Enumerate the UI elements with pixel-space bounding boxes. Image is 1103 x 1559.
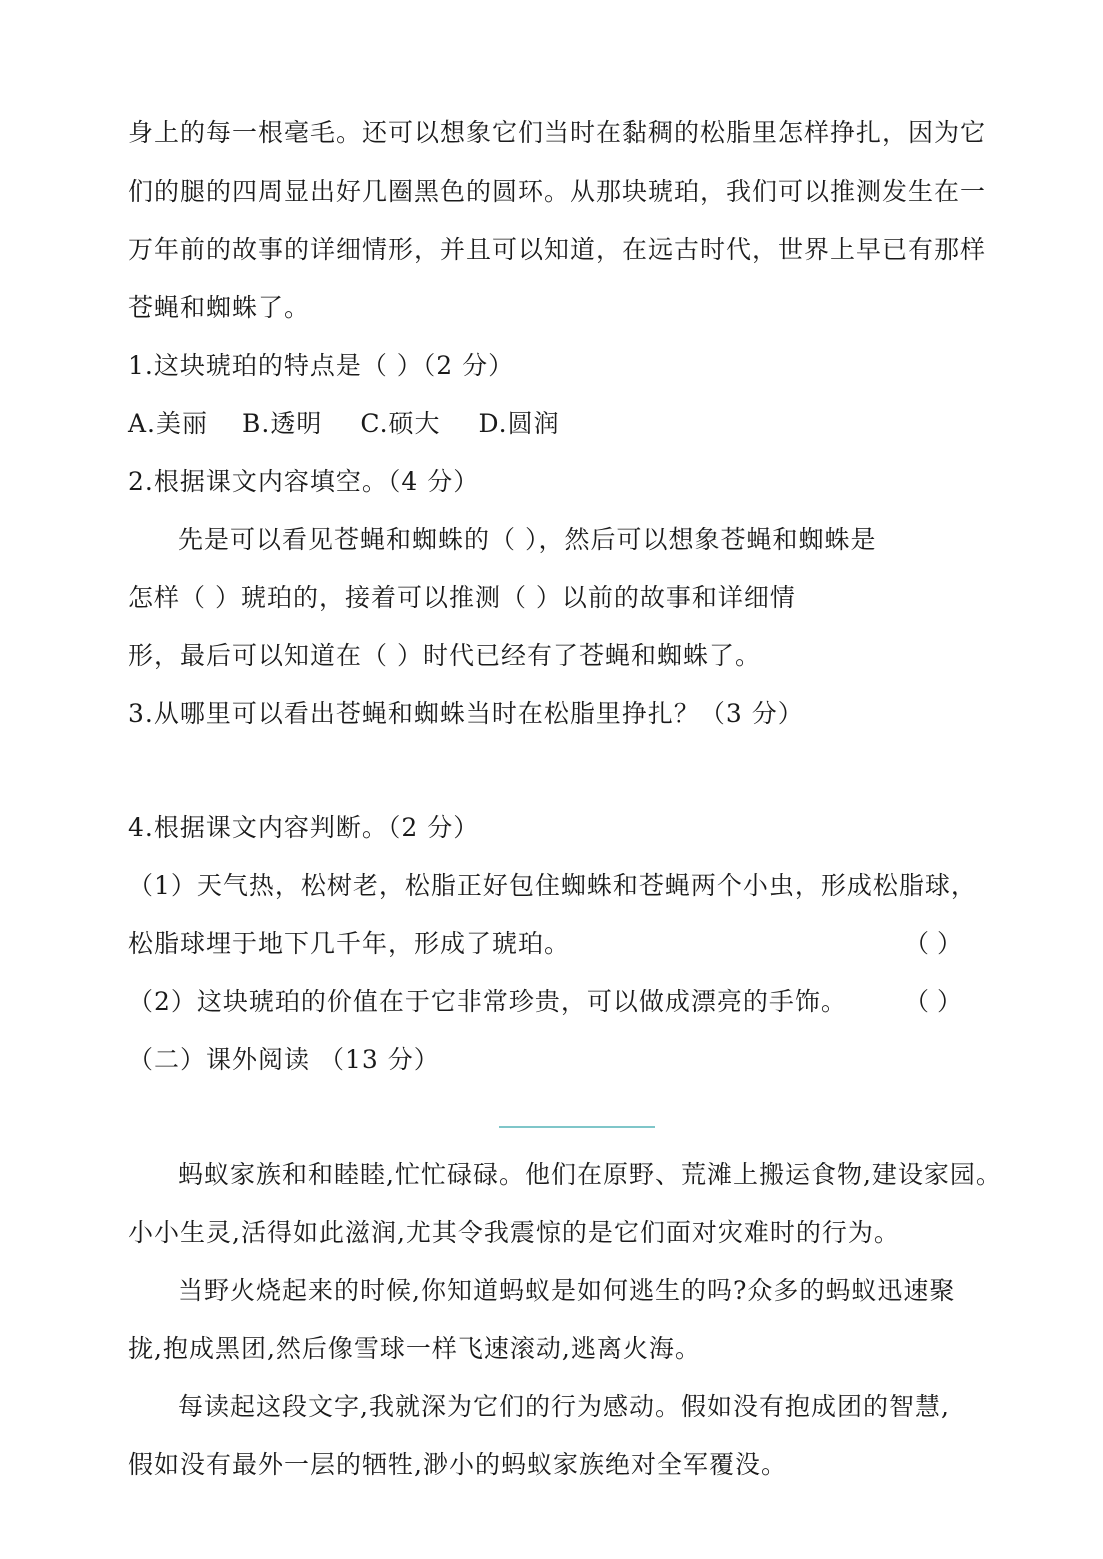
reading-line: 假如没有最外一层的牺牲,渺小的蚂蚁家族绝对全军覆没。 [128, 1450, 787, 1479]
option-a: A.美丽 [128, 409, 209, 438]
passage-line: 苍蝇和蜘蛛了。 [128, 293, 311, 322]
option-b: B.透明 [242, 409, 323, 438]
question-2-stem: 2.根据课文内容填空。（4 分） [128, 467, 480, 496]
judge-answer-paren-1: （ ） [904, 929, 962, 958]
judge-item-2: （2）这块琥珀的价值在于它非常珍贵，可以做成漂亮的手饰。 [128, 987, 847, 1016]
question-2-fill-line: 怎样（ ）琥珀的，接着可以推测（ ）以前的故事和详细情 [128, 583, 796, 612]
divider-line [499, 1126, 655, 1128]
reading-line: 小小生灵,活得如此滋润,尤其令我震惊的是它们面对灾难时的行为。 [128, 1218, 900, 1247]
question-1-stem: 1.这块琥珀的特点是（ ）（2 分） [128, 351, 515, 380]
judge-item-1-line-1: （1）天气热，松树老，松脂正好包住蜘蛛和苍蝇两个小虫，形成松脂球， [128, 871, 977, 900]
reading-line: 当野火烧起来的时候,你知道蚂蚁是如何逃生的吗?众多的蚂蚁迅速聚 [178, 1276, 956, 1305]
reading-line: 蚂蚁家族和和睦睦,忙忙碌碌。他们在原野、荒滩上搬运食物,建设家园。 [178, 1160, 1002, 1189]
section-2-heading: （二）课外阅读 （13 分） [128, 1045, 440, 1074]
judge-answer-paren-2: （ ） [904, 987, 962, 1016]
reading-line: 每读起这段文字,我就深为它们的行为感动。假如没有抱成团的智慧, [178, 1392, 950, 1421]
question-2-fill-line: 形，最后可以知道在（ ）时代已经有了苍蝇和蜘蛛了。 [128, 641, 761, 670]
passage-line: 身上的每一根毫毛。还可以想象它们当时在黏稠的松脂里怎样挣扎，因为它 [128, 118, 987, 147]
question-4-stem: 4.根据课文内容判断。（2 分） [128, 813, 480, 842]
option-c: C.硕大 [360, 409, 441, 438]
question-1-options [128, 407, 560, 441]
reading-line: 拢,抱成黑团,然后像雪球一样飞速滚动,逃离火海。 [128, 1334, 701, 1363]
passage-line: 万年前的故事的详细情形，并且可以知道，在远古时代，世界上早已有那样 [128, 235, 987, 264]
passage-line: 们的腿的四周显出好几圈黑色的圆环。从那块琥珀，我们可以推测发生在一 [128, 177, 987, 206]
option-d: D.圆润 [478, 409, 560, 438]
question-3-stem: 3.从哪里可以看出苍蝇和蜘蛛当时在松脂里挣扎？（3 分） [128, 699, 804, 728]
question-2-fill-line: 先是可以看见苍蝇和蜘蛛的（ ），然后可以想象苍蝇和蜘蛛是 [178, 525, 877, 554]
judge-item-1-line-2: 松脂球埋于地下几千年，形成了琥珀。 [128, 929, 571, 958]
